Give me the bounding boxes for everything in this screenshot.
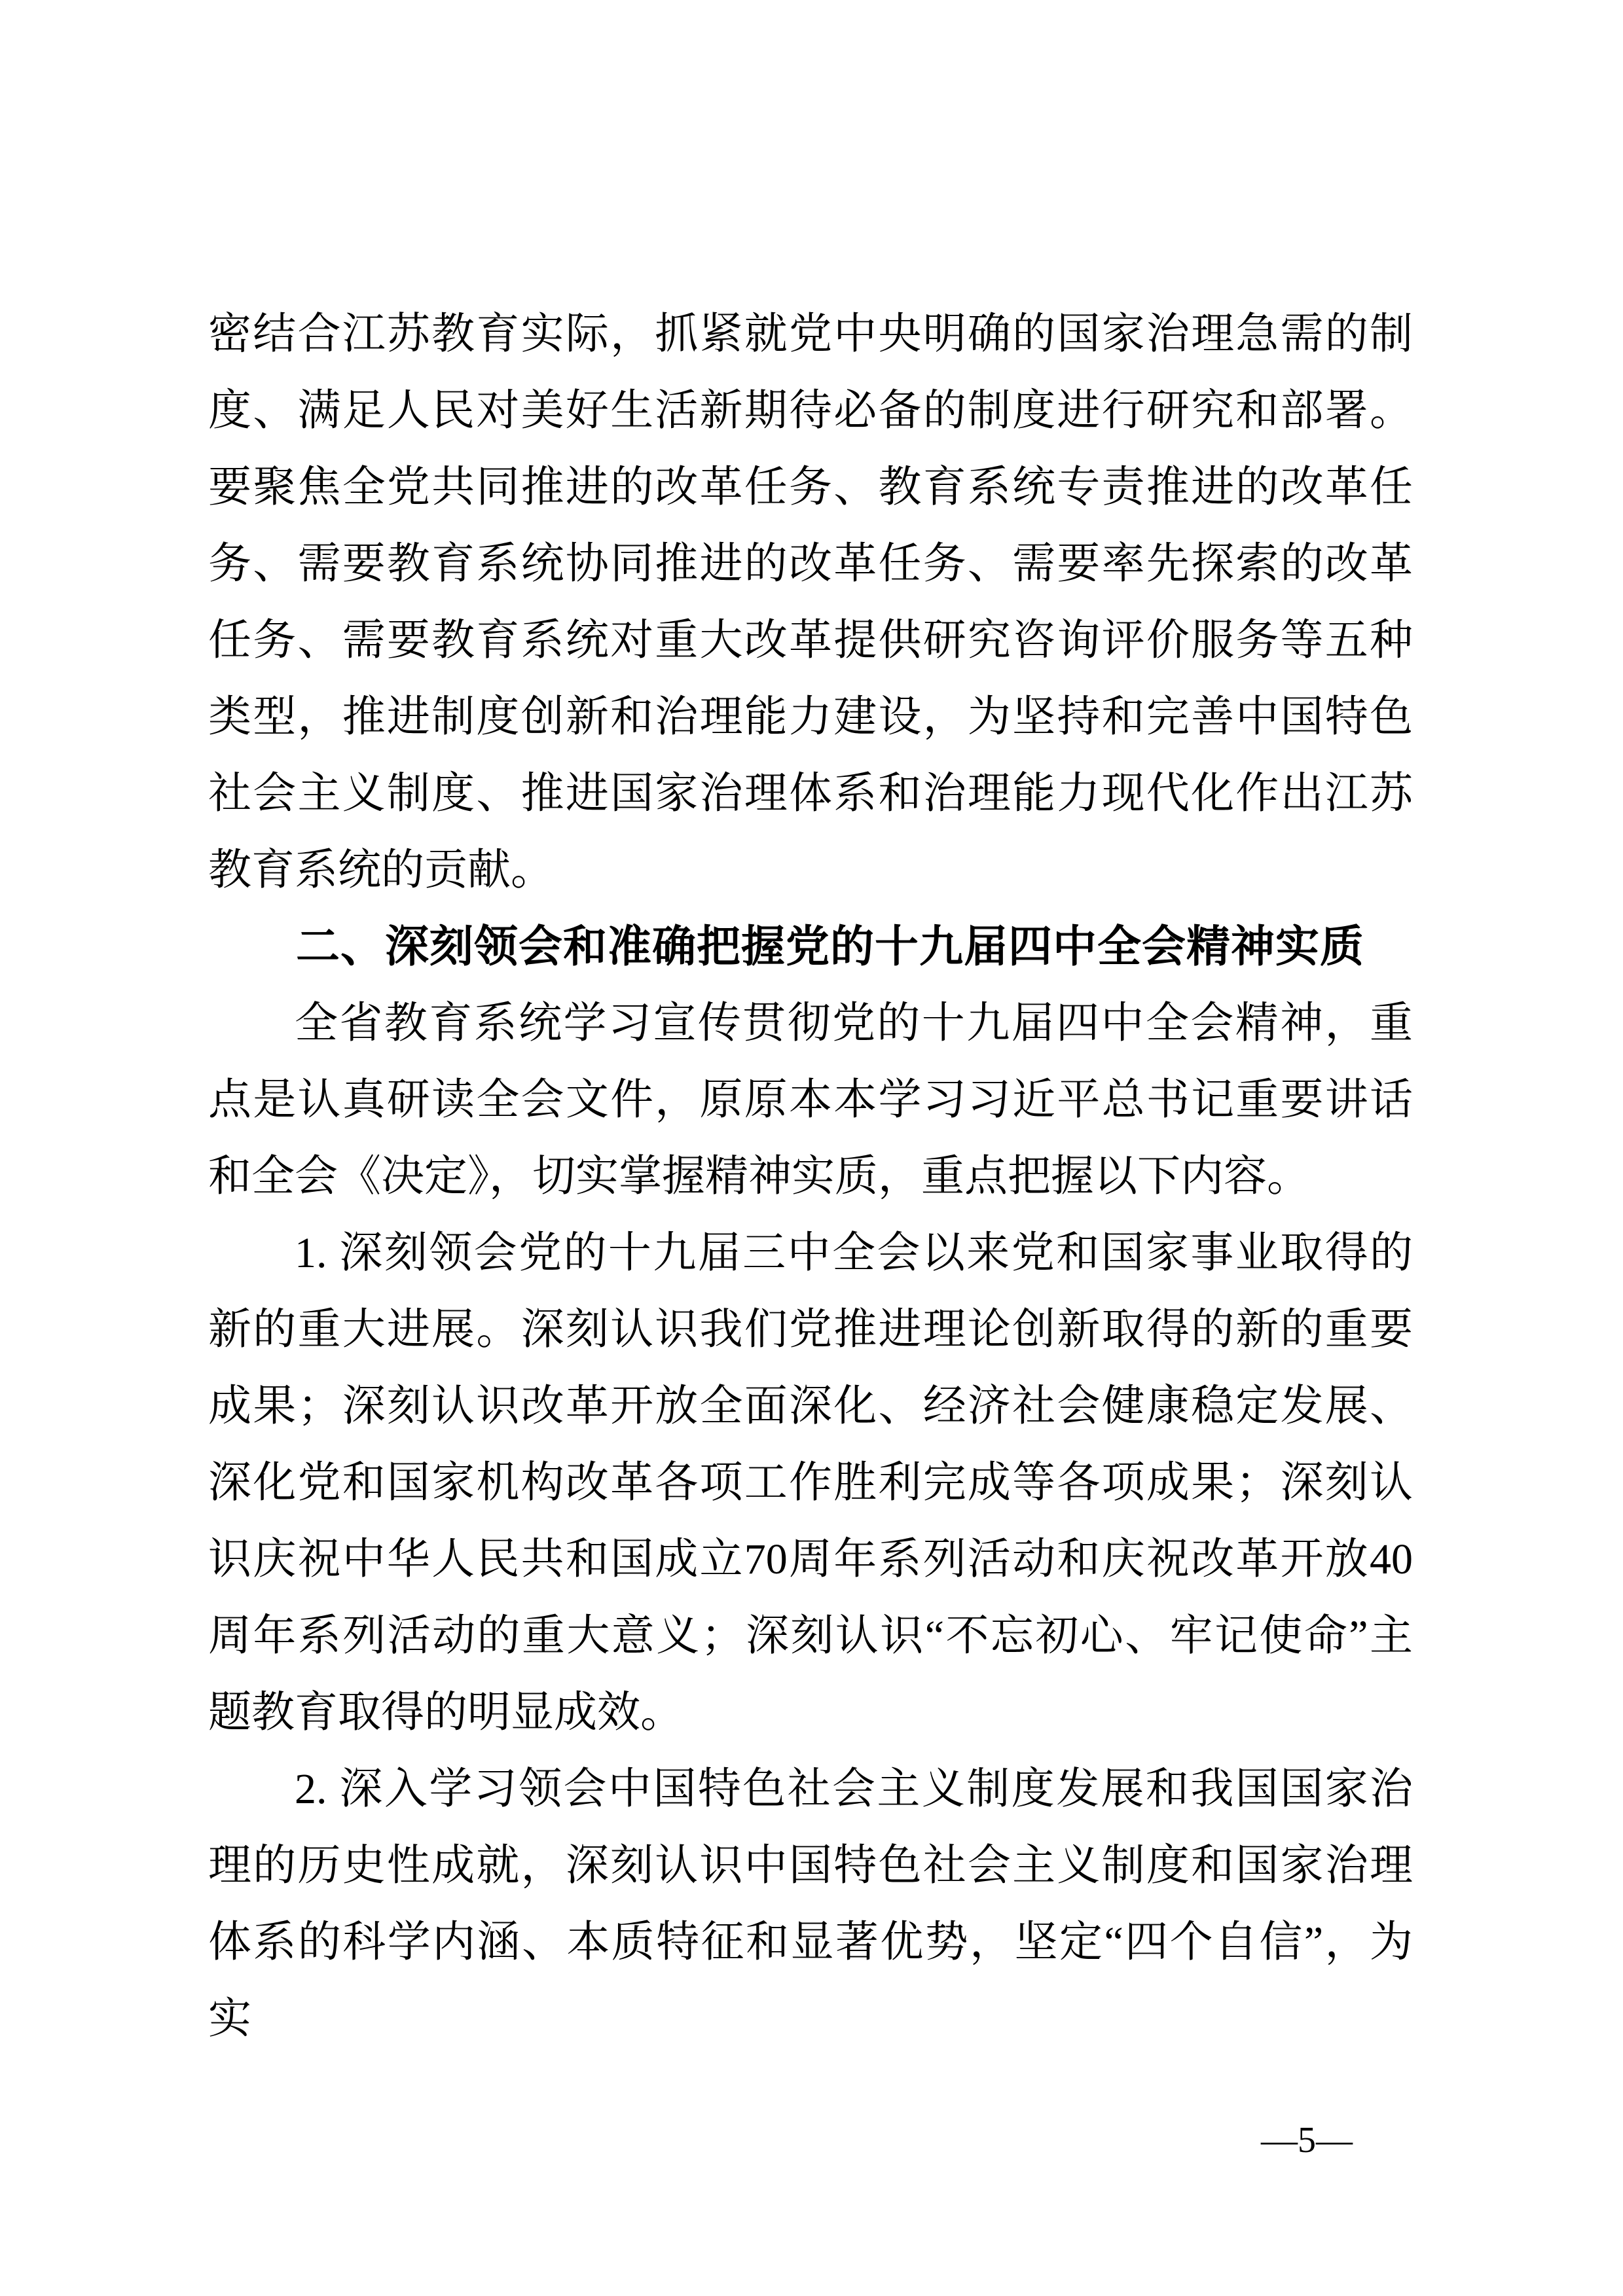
- paragraph: 全省教育系统学习宣传贯彻党的十九届四中全会精神，重点是认真研读全会文件，原原本本学习习近平总书记重要讲话和全会《决定》，切实掌握精神实质，重点把握以下内容。: [208, 999, 1413, 1200]
- page-number: —5—: [1261, 2120, 1353, 2161]
- paragraph-numbered-1: 1. 深刻领会党的十九届三中全会以来党和国家事业取得的新的重大进展。深刻认识我们党推进理论创新取得的新的重要成果；深刻认识改革开放全面深化、经济社会健康稳定发展、深化党和国家机构改革各项工作胜利完成等各项成果；深刻认识庆祝中华人民共和国成立70周年系列活动和庆祝改革开放40周年系列活动的重大意义；深刻认识“不忘初心、牢记使命”主题教育取得的明显成效。: [208, 1229, 1413, 1736]
- paragraph-numbered-2: 2. 深入学习领会中国特色社会主义制度发展和我国国家治理的历史性成就，深刻认识中国特色社会主义制度和国家治理体系的科学内涵、本质特征和显著优势，坚定“四个自信”，为实: [208, 1765, 1413, 2043]
- document-body: [208, 296, 1413, 2057]
- section-heading: 二、深刻领会和准确把握党的十九届四中全会精神实质: [296, 922, 1364, 971]
- page-footer: [1261, 2122, 1353, 2159]
- paragraph-continuation: 密结合江苏教育实际，抓紧就党中央明确的国家治理急需的制度、满足人民对美好生活新期待必备的制度进行研究和部署。要聚焦全党共同推进的改革任务、教育系统专责推进的改革任务、需要教育系统协同推进的改革任务、需要率先探索的改革任务、需要教育系统对重大改革提供研究咨询评价服务等五种类型，推进制度创新和治理能力建设，为坚持和完善中国特色社会主义制度、推进国家治理体系和治理能力现代化作出江苏教育系统的贡献。: [208, 310, 1413, 894]
